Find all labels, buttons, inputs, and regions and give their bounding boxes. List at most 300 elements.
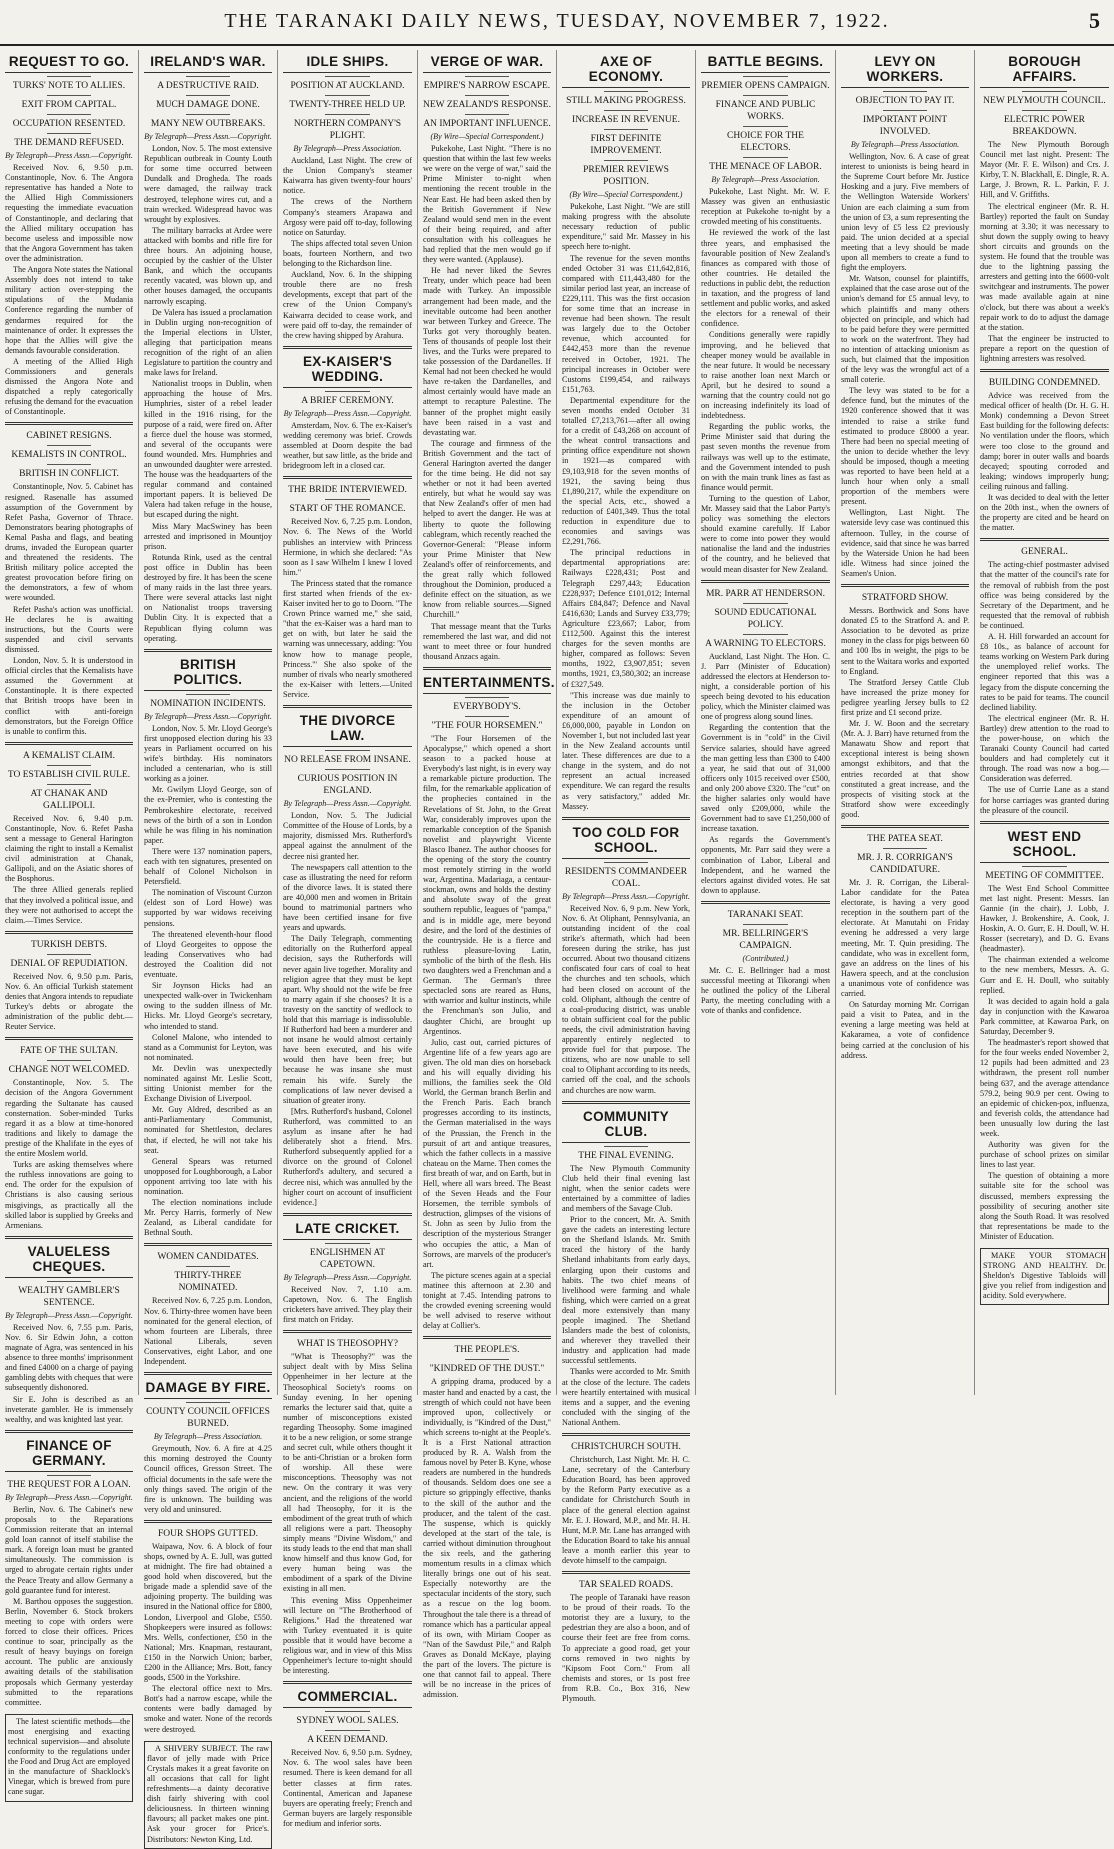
subhead-rule [325,95,370,96]
article [423,54,551,662]
article-subheading: STILL MAKING PROGRESS. [566,96,686,106]
section-divider [841,584,969,587]
article [562,1101,690,1428]
article-subheading: THE PATEA SEAT. [867,834,943,844]
article-paragraph: The picture scenes again at a special matinee this afternoon at 2.30 and tonight at 7.45. Intending patrons to the crowded evening screening would be well advised to reserve without delay at Collier's. [423,1270,551,1331]
article-paragraph: Greymouth, Nov. 6. A fire at 4.25 this morning destroyed the County Council offices, Gresson Street. The official documents in the safe were the only things saved. The origin of the fire is unknown. The building was very old and uninsured. [144,1444,272,1514]
section-divider [980,821,1109,824]
article [701,901,830,1017]
subhead-rule [186,694,231,695]
article-subheading: A WARNING TO ELECTORS. [705,638,826,649]
article-subheading: FINANCE AND PUBLIC WORKS. [715,100,816,122]
article-paragraph: Sir E. John is described as an inveterate gambler. He is immensely wealthy, and was knighted last year. [5,1394,133,1424]
article-subheading: A DESTRUCTIVE RAID. [157,81,259,91]
article-paragraph: This evening Miss Oppenheimer will lecture on "The Brotherhood of Religions." Had the threatened war with Turkey eventuated it is quite possible that it would have become a religious war, and in view of this Miss Oppenheimer's lecture to-night should be interesting. [283,1595,412,1676]
subhead-rule [47,784,92,785]
subhead-rule [47,445,92,446]
subhead-rule [47,76,92,77]
article-subheading: OBJECTION TO PAY IT. [855,96,955,106]
article-byline: By Telegraph—Press Assn.—Copyright. [144,711,272,721]
article-subheading: BRITISH IN CONFLICT. [19,469,119,480]
article-subheading: COUNTY COUNCIL OFFICES BURNED. [146,1407,270,1430]
subhead-rule [325,1730,370,1731]
article-subheading: BUILDING CONDEMNED. [988,378,1101,389]
section-divider [5,1236,133,1239]
article [562,1571,690,1704]
article-paragraph: Colonel Malone, who intended to stand as a Communist for Leyton, was not nominated. [144,1032,272,1062]
article-paragraph: The electrical engineer (Mr. R. H. Bartley) drew attention to the road to the power-house, on which the Taranaki County Council had carted boulders and had completely cut it through. The road was now a bog.—Consideration was deferred. [980,713,1109,784]
article-subheading: EVERYBODY'S. [453,701,521,712]
article-paragraph: The military barracks at Ardee were attacked with bombs and rifle fire for three hours. An adjoining house, occupied by the cashier of the Ulster Bank, and which the occupants recently vacated, was blown up, and other houses damaged, the occupants narrowly escaping. [144,225,272,306]
section-divider [701,580,830,583]
article-byline: By Telegraph—Press Assn.—Copyright. [283,408,412,418]
section-divider [283,1330,412,1333]
article [562,817,690,1096]
section-divider [980,369,1109,372]
article [283,54,412,341]
section-divider [5,1037,133,1040]
column-4 [418,50,557,1700]
article-paragraph: A meeting of the Allied High Commissioners and generals dismissed the Angora Note and dispatched a reply categorically refusing the demand for the evacuation of Constantinople. [5,356,133,417]
article-paragraph: Received Nov. 6, 7.25 p.m. London, Nov. 6. Thirty-three women have been nominated for the general election, of whom fourteen are Liberals, three National Liberals, seven Conservatives, eight Labor, and one Independent. [144,1296,272,1367]
article-subheading: "KINDRED OF THE DUST." [429,1364,545,1375]
subhead-rule [883,110,928,111]
article-paragraph: Advice was received from the medical officer of health (Dr. H. G. H. Monk) condemning a Devon Street East building for the following defects: No ventilation under the floors, which were too close to the ground and damp; borer in outer walls and boards decayed; spouting corroded and leaking; windows improperly hung; ceiling ruinous and falling. [980,391,1109,491]
article [5,1236,133,1425]
column-3 [278,50,418,1828]
article-subheading: CHOICE FOR THE ELECTORS. [727,131,804,153]
subhead-rule [465,95,510,96]
article-paragraph: Mr. Gwilym Lloyd George, son of the ex-Premier, who is contesting the Pembrokeshire electorate, received news of the birth of a son in London while he was filing in his nomination paper. [144,785,272,845]
advertisement [980,1248,1109,1305]
article-paragraph: Pukekohe, Last Night. "We are still making progress with the absolute necessary reduction of public expenditure," said Mr. Massey in his speech here to-night. [562,202,690,252]
section-divider [283,1213,412,1216]
article-subheading: EXIT FROM CAPITAL. [21,100,117,110]
article-subheading: FOUR SHOPS GUTTED. [157,1528,259,1539]
article-paragraph: The electrical engineer (Mr. R. H. Bartley) reported the fault on Sunday morning at 3.30; it was necessary to shut down the supply owing to heavy short circuits and grounds on the system. He found that the trouble was due to the lightning passing the arresters and getting into the 6600-volt switchgear and instruments. The power was made available again at nine o'clock, but there was about a week's repair work to do to adjust the damage at the station. [980,201,1109,332]
article-byline: By Telegraph—Press Association. [711,175,820,184]
article-subheading: SOUND EDUCATIONAL POLICY. [714,607,817,630]
article-paragraph: The question of obtaining a more suitable site for the school was discussed, members expressing the possibility of securing another site along the South Road. It was resolved that representations be made to the Minister of Education. [980,1171,1109,1241]
article-paragraph: Regarding the contention that the Government is in "cold" in the Civil Service salaries, should have agreed the man getting less than £300 to £400 a year, he said that out of 31,000 officers only 1015 received over £500, and only 200 above £320. The "cut" on the higher salaries only would have saved only £209,000, while the Government had to save £1,250,000 of increase taxation. [701,723,830,834]
article [562,54,690,812]
article-paragraph: Pukekohe, Last Night. "There is no question that within the last few weeks we were on the verge of war," said the Prime Minister to-night when mentioning the recent trouble in the Near East. He had been asked then by the British Government if New Zealand would send men in the event of their being required, and after consultation with his colleagues he had replied that the men would go if they were wanted. (Applause). [423,144,551,265]
article-subheading: THE BRIDE INTERVIEWED. [288,485,407,496]
article-paragraph: The ships affected total seven Union boats, fourteen Northern, and two belonging to the Richardson line. [283,238,412,269]
article-paragraph: The threatened eleventh-hour flood of Lloyd Georgeites to oppose the leading Conservatives who had destroyed the Coalition did not eventuate. [144,929,272,980]
article-paragraph: He had never liked the Sevres Treaty, under which peace had been made with Turkey. An impossible arrangement had been made, and the inevitable outcome had been another war between Turkey and Greece. The Turks got very thoroughly beaten. Tens of thousands of people lost their lives, and the Turks were prepared to take possession of the Dardanelles. If Kemal had not been checked he would have re-taken the Dardanelles, and almost certainly would have made an attempt to recapture Palestine. The banner of the prophet might easily have been raised in a vast and devastating war. [423,266,551,437]
article-subheading: OCCUPATION RESENTED. [12,119,126,129]
article-headline: COMMUNITY CLUB. [562,1109,690,1143]
article [5,931,133,1033]
article [283,1213,412,1325]
subhead-rule [604,160,649,161]
subhead-rule [743,603,788,604]
article-subheading: TAR SEALED ROADS. [579,1580,673,1591]
subhead-rule [743,95,788,96]
subhead-rule [47,954,92,955]
article-paragraph: Mr. Guy Aldred, described as an anti-Parliamentary Communist, nominated for Shettleston, declares that, if elected, he will not take his seat. [144,1105,272,1155]
section-divider [144,1243,272,1246]
article-paragraph: Regarding the public works, the Prime Minister said that during the past seven months the revenue from railways was well up to the estimate, and the Government intended to push on with the main trunk lines as fast as finance would permit. [701,422,830,492]
article-paragraph: The use of Currie Lane as a stand for horse carriages was granted during the pleasure of the council. [980,785,1109,815]
subhead-rule [465,716,510,717]
article-subheading: MEETING OF COMMITTEE. [985,870,1104,881]
article-headline: WEST END SCHOOL. [980,829,1109,863]
article-subheading: POSITION AT AUCKLAND. [290,81,405,91]
article-paragraph: The Angora Note states the National Assembly does not intend to take military action over-stepping the stipulations of the Mudania Conference regarding the number of gendarmes required for the maintenance of order. It expresses the hope that the Allies will give the demands favourable consideration. [5,265,133,355]
article-paragraph: The three Allied generals replied that they involved a political issue, and they were not authorised to accept the claim.—Times Service. [5,885,134,925]
article-paragraph: Authority was given for the purchase of school prizes on similar lines to last year. [980,1140,1109,1170]
article-subheading: TURKS' NOTE TO ALLIES. [12,81,126,91]
article-paragraph: The Daily Telegraph, commenting editorially on the Rutherford appeal decision, says the Rutherfords will never again live together. Morality and religion agree that they must be kept apart. Why should not the wife be free to marry again if she chooses? It is a travesty on the sanctity of wedlock to hold that this marriage is indissoluble. If Rutherford had been a murderer and not insane he would almost certainly have been executed, and his wife would then have been free; but because he was insane she must remain his wife. Surely the complications of law never devised a situation of greater irony. [283,934,412,1105]
article-subheading: SYDNEY WOOL SALES. [296,1716,399,1727]
article-subheading: THE MENACE OF LABOR. [709,162,822,172]
article-subheading: DENIAL OF REPUDIATION. [10,958,128,969]
subhead-rule [186,1266,231,1267]
subhead-rule [325,769,370,770]
article-subheading: TWENTY-THREE HELD UP. [289,100,406,110]
article-subheading: PREMIER OPENS CAMPAIGN. [701,81,830,91]
article-headline: FINANCE OF GERMANY. [5,1438,133,1472]
subhead-rule [325,750,370,751]
article-subheading: CHRISTCHURCH SOUTH. [571,1442,681,1453]
article-paragraph: The Stratford Jersey Cattle Club have increased the prize money for pedigree yearling Jersey bulls to £2 first prize and £1 second prize. [841,677,969,717]
section-divider [283,705,412,708]
subhead-rule [743,924,788,925]
article-paragraph: De Valera has issued a proclamation in Dublin urging non-recognition of the Imperial elections in Ulster, alleging that participation means recognition of the right of an alien Legislature to partition the country and make laws for Ireland. [144,307,273,378]
article [144,1520,272,1735]
article [423,667,555,1332]
article-subheading: CABINET RESIGNS. [26,431,112,442]
article-paragraph: The principal reductions in departmental appropriations are: Railways £228,431; Post and Telegraph £297,443; Education £228,937; Defence £101,012; Internal Affairs £84,847; Defence and Naval £416,630; Lands and Survey £33,779; Agriculture £23,667; Labor, from £112,500. Against this the interest charges for the seven months are higher, compared as follows: Seven months, 1922, £3,907,851; seven months, 1921, £3,580,302; an increase of £327,549. [562,548,690,689]
article-subheading: PREMIER REVIEWS POSITION. [583,165,669,187]
article [5,1430,133,1708]
article-paragraph: Received Nov. 6, 9.50 p.m. Sydney, Nov. 6. The wool sales have been resumed. There is keen demand for all better classes at firm rates. Continental, American and Japanese buyers are operating freely; French and German buyers are largely responsible for medium and inferior sorts. [283,1748,412,1828]
article-subheading: A KEEN DEMAND. [307,1735,388,1746]
section-divider [841,825,969,828]
subhead-rule [47,464,92,465]
column-2 [139,50,278,1844]
subhead-rule [325,1711,370,1712]
article [144,54,272,644]
article-subheading: THE FINAL EVENING. [578,1150,674,1161]
article-paragraph: Departmental expenditure for the seven months ended October 31 totalled £7,213,761—after all owing for a credit of £43,268 on account of the wheat control transactions and printing office expenditure not shown in 1921—as compared with £9,103,918 for the seven months of 1921, the saving being thus £1,890,217, while the expenditure on the special Acts, etc., showed a reduction of £401,349. Thus the total reduction in expenditure due to economies and savings was £2,291,766. [562,395,690,547]
article-headline: REQUEST TO GO. [5,54,133,73]
article-headline: EX-KAISER'S WEDDING. [283,354,412,388]
article [701,54,830,575]
article-paragraph: Mr. J. W. Boon and the secretary (Mr. A. J. Barr) have returned from the Manawatu Show and report that exceptional interest is being shown amongst exhibitors, and that the entries recorded at that show constituted a great increase, and the prospects of visiting stock at the Stratford show were exceedingly good. [841,719,969,819]
article-byline: (Contributed.) [742,953,789,963]
article-paragraph: The levy was stated to be for a defence fund, but the minutes of the 1920 conference showed that it was intended to raise a strike fund estimated to produce £8000 a year. There had been no special meeting of the union to decide whether the levy should be imposed, though a meeting was reported to have been held at a lunch hour when only a small proportion of the members were present. [841,386,969,507]
article [841,825,969,1061]
article-paragraph: Constantinople, Nov. 5. The decision of the Angora Government regarding the Sultanate has caused consternation. Sober-minded Turks regard it as a blow at time-honored traditions and likely to damage the prestige of the Khalifate in the eyes of the entire Moslem world. [5,1078,133,1159]
article [5,1037,133,1230]
article-paragraph: Constantinople, Nov. 5. Cabinet has resigned. Rasenalle has assumed assumption of the Government by Refet Pasha, Governor of Thrace. Demonstrators bearing photographs of Kemal Pasha and flags, and beating drums, invaded the European quarter and threatened the residents. The British military police accepted the greatest provocation before firing on the demonstrators, a few of whom were wounded. [5,482,133,603]
subhead-rule [465,76,510,77]
subhead-rule [47,1060,92,1061]
column-1 [0,50,139,1797]
article-subheading: AT CHANAK AND GALLIPOLI. [30,788,108,811]
subhead-rule [325,1243,370,1244]
article-paragraph: Received Nov. 6, 9 p.m. New York, Nov. 6. At Oliphant, Pennsylvania, an outstanding incident of the coal strike's aftermath, which had been foreseen during the strike, has just occurred. About two thousand citizens confiscated four cars of coal to heat the churches and ten schools, which had been closed on account of the cold. Oliphant, although the centre of a coal-producing district, was unable to obtain sufficient coal for the public needs, the civil administration having apparently entirely neglected to provide fuel for that purpose. The citizens, who are now unable to sell coal to Oliphant according to its needs, carried off the coal, and the schools and churches are now warm. [562,903,691,1095]
article-paragraph: "The Four Horsemen of the Apocalypse," which opened a short season to a packed house at Everybody's last night, is in every way a remarkable picture production. The film, for the remarkable application of the prophecies contained in the Revelations of St. John, to the Great War, considerably improves upon the remarkable conception of the Spanish novelist and playwright Vicente Blasco Ibanez. The author chooses for the opening of the story the country most remotely stirring in the world war, Argentina. Madariaga, a centaur-stockman, owns and holds the destiny and absolute sway of the great southern republic, leagues of "pampa," and is in middle age, mere beyond desire, and the lord of the destinies of the countryside. He is a fierce and ruthless pleasure-loving Latin, symbolic of the birth of the flesh. His two daughters wed a Frenchman and a German. The German's three spectacled sons are reared as Huns, with warrior and kultur instincts, while the Frenchman's son Julio, and daughter Chichi, are brought up Argentinos. [423,733,551,1036]
article-byline: By Telegraph—Press Assn.—Copyright. [283,1272,412,1282]
masthead [0,0,1114,46]
article-paragraph: Auckland, Last Night. The Hon. C. J. Parr (Minister of Education) addressed the electors at Henderson to-night, a considerable portion of his speech being devoted to his education policy, which the Minister claimed was one of progress along sound lines. [701,651,830,722]
article-subheading: NEW ZEALAND'S RESPONSE. [423,100,551,110]
article-paragraph: The chairman extended a welcome to the new members, Messrs. A. G. Gurr and E. H. Doull, who suitably replied. [980,955,1109,995]
article-paragraph: Miss Mary MacSwiney has been arrested and imprisoned in Mountjoy prison. [144,521,272,551]
article-subheading: KEMALISTS IN CONTROL. [11,450,127,461]
article-paragraph: M. Barthou opposes the suggestion. Berlin, November 6. Stock brokers meeting to cope with orders were forced to close their offices. Prices continue to soar, principally as the result of heavy buyings on foreign account. The public are anxiously awaiting details of the stabilisation proposals which Germany yesterday submitted to the reparations committee. [5,1596,133,1707]
section-divider [562,1571,690,1574]
article [841,54,969,579]
article-paragraph: London, Nov. 5. The Judicial Committee of the House of Lords, by a majority, dismissed Mrs. Rutherford's appeal against the annulment of the decree nisi granted her. [283,811,412,861]
section-divider [283,346,412,349]
article-paragraph: The acting-chief postmaster advised that the matter of the council's rate for the removal of rubbish from the post office was being considered by the Secretary of the Department, and he requested that the removal of rubbish be continued. [980,560,1109,630]
article-byline: By Telegraph—Press Assn.—Copyright. [562,891,690,901]
article-headline: COMMERCIAL. [283,1689,412,1708]
article-subheading: GENERAL. [1021,547,1068,558]
article-headline: IDLE SHIPS. [283,54,412,73]
article-paragraph: Received Nov. 6, 7.25 p.m. London, Nov. 6. The News of the World publishes an interview with Princess Hermione, in which she declared: "As soon as I saw Wilhelm I knew I loved him." [283,517,412,577]
subhead-rule [743,126,788,127]
article-paragraph: The New Plymouth Community Club held their final evening last night, when the senior cadets were entertained by a committee of ladies and members of the Savage Club. [562,1163,690,1213]
article-paragraph: Julio, cast out, carried pictures of Argentine life of a few years ago are given. The old man dies on horseback and his will equally dividing his millions, the families seek the Old World, the German branch Berlin and the French Paris. Each branch progresses according to its instincts, the German materialised in the ways of the Prussian, the French in the pursuit of art and antique treasures, which the father collects in a massive chateau on the Marne. Then comes the first breath of war, and on Earth, but in Hell, where all wars breed. The Beast of the Seven Heads and the Four Horsemen, the terrible symbols of destruction, glimpses of the visions of St. John as seen by Julio from the description of the mysterious Stranger who occupies the attic, a Man of Sorrows, are marvels of the producer's art. [423,1037,551,1269]
article-subheading: NEW PLYMOUTH COUNCIL. [983,96,1106,106]
article-byline: By Telegraph—Press Assn.—Copyright. [144,132,272,141]
article-subheading: NORTHERN COMPANY'S PLIGHT. [293,119,402,141]
article-byline: By Telegraph—Press Association. [153,1432,263,1442]
subhead-rule [325,391,370,392]
article-paragraph: Nationalist troops in Dublin, when approaching the house of Mrs. Humphries, sister of a rebel leader killed in the 1916 rising, for the purpose of a raid, were fired on. After a fierce duel the house was stormed, and several of the occupants were found wounded. Mrs. Humphries and an unwounded daughter were arrested. The house was the headquarters of the regular command and contained important papers. It is believed De Valera had taken refuge in the house, but escaped during the night. [144,379,272,520]
subhead-rule [47,1475,92,1476]
article [701,580,830,896]
subhead-rule [604,1146,649,1147]
article-subheading: NOMINATION INCIDENTS. [150,698,266,709]
subhead-rule [604,110,649,111]
article-subheading: STRATFORD SHOW. [861,593,949,604]
article-subheading: START OF THE ROMANCE. [289,504,406,515]
article-paragraph: Auckland, Last Night. The crew of the Union Company's steamer Kaiwarra has given twenty-four hours' notice. [283,156,412,196]
subhead-rule [883,848,928,849]
article-paragraph: Auckland, Nov. 6. In the shipping trouble there are no fresh developments, except that part of the crew of the Union Company's Kaiwarra decided to cease work, and were paid off to-day, the remainder of the crew having shipped by Arahura. [283,270,412,340]
article-subheading: MR. J. R. CORRIGAN'S CANDIDATURE. [857,853,953,875]
article-subheading: EMPIRE'S NARROW ESCAPE. [423,81,551,91]
article [423,1336,551,1700]
section-divider [283,1681,412,1684]
column-7 [836,50,975,1395]
article-paragraph: The newspapers call attention to the case as illustrating the need for reform of the divorce laws. It is stated there are 40,000 men and women in Britain bound to matrimonial partners who have been certified insane for five years and upwards. [283,862,412,933]
article-paragraph: On Saturday morning Mr. Corrigan paid a visit to Patea, and in the evening a large meeting was held at Kakaramea, a vote of confidence being carried at the conclusion of his address. [841,1000,969,1060]
subhead-rule [465,1359,510,1360]
article-paragraph: The election nominations include Mr. Percy Harris, formerly of New Zealand, as Liberal candidate for Bethnal South. [144,1198,272,1238]
article-subheading: A KEMALIST CLAIM. [23,750,115,761]
article-subheading: WHAT IS THEOSOPHY? [297,1339,398,1350]
article-headline: VALUELESS CHEQUES. [5,1244,133,1278]
article-subheading: MR. BELLRINGER'S CAMPAIGN. [722,928,809,951]
article-subheading: INCREASE IN REVENUE. [572,115,680,125]
article [144,1372,272,1515]
article-paragraph: The Princess stated that the romance first started when friends of the ex-Kaiser invited her to go to Doorn. "The Crown Prince warned me," she said, "that the ex-Kaiser was a hard man to get on with, but later he said the warning was unnecessary, adding: 'You know how to manage people, Princess.'" She also spoke of the number of rivals who nearly smothered the ex-Kaiser with letters.—United Service. [283,578,412,699]
article-paragraph: Conditions generally were rapidly improving, and he believed that cheaper money would be available in the near future. It would be necessary to raise another loan next March or April, but he desired to sound a warning that the country could not go on increasing indefinitely its load of indebtedness. [701,330,830,421]
article-paragraph: The electoral office next to Mrs. Bott's had a narrow escape, while the contents were badly damaged by smoke and water. None of the records were destroyed. [144,1684,272,1734]
section-divider [562,1433,690,1436]
section-divider [144,1520,272,1523]
article-headline: TOO COLD FOR SCHOOL. [562,825,690,859]
article-paragraph: Turning to the question of Labor, Mr. Massey said that the Labor Party's policy was something the electors should examine carefully. If Labor were to come into power they would nationalise the land and the industries of the country, and he believed that would mean disaster for New Zealand. [701,493,830,574]
section-divider [423,1336,551,1339]
article-byline: (By Wire—Special Correspondent.) [569,190,683,199]
article-byline: By Telegraph—Press Assn.—Copyright. [5,151,133,160]
article [283,1681,412,1829]
article-subheading: THE PEOPLE'S. [454,1345,520,1356]
article-subheading: TO ESTABLISH CIVIL RULE. [7,769,131,780]
article-paragraph: There were 137 nomination papers, each with ten signatures, presented on behalf of Colonel Nicholson in Petersfield. [144,846,272,887]
article-headline: DAMAGE BY FIRE. [144,1380,272,1399]
article-paragraph: Sir Joynson Hicks had an unexpected walk-over in Twickenham owing to the sudden illness of Mr. Hicks. Mr. Lloyd George's secretary, who intended to stand. [144,981,272,1031]
subhead-rule [604,91,649,92]
article-subheading: MR. PARR AT HENDERSON. [705,588,826,599]
subhead-rule [47,114,92,115]
article-paragraph: Berlin, Nov. 6. The Cabinet's new proposals to the Reparations Commission reiterate that an internal gold loan cannot of itself stabilise the mark. A foreign loan must be granted simultaneously. The commission is urged to abrogate certain rights under the Peace Treaty and allow Germany a gold guarantee fund for interest. [5,1504,133,1595]
article-byline: By Telegraph—Press Association. [293,144,402,153]
article-paragraph: "This increase was due mainly to the inclusion in the October expenditure of an amount of £6,000,000, payable in London on November 1, but not included last year in the New Zealand accounts until later. These differences are due to a change in the system, and do not represent an actual increased expenditure. We can regard the results as very satisfactory," added Mr. Massey. [562,690,690,811]
article-paragraph: General Spears was returned unopposed for Loughborough, a Labor opponent arriving too late with his nomination. [144,1156,272,1196]
article-paragraph: Received Nov. 6, 7.55 p.m. Paris, Nov. 6. Sir Edwin John, a cotton magnate of Agra, was sentenced in his absence to three months' imprisonment and fined £4000 on a charge of paying gambling debts with cheques that were subsequently dishonored. [5,1322,133,1393]
article-subheading: THE REQUEST FOR A LOAN. [7,1479,131,1490]
article-paragraph: [Mrs. Rutherford's husband, Colonel Rutherford, was committed to an asylum as insane after he had deliberately shot a friend. Mrs. Rutherford subsequently applied for a divorce on the ground of Colonel Rutherford's adultery, and secured a decree nisi, which was annulled by the higher court on account of insufficient evidence.] [283,1106,412,1207]
article-headline: BRITISH POLITICS. [144,657,272,691]
article-subheading: TURKISH DEBTS. [30,939,107,950]
article-headline: BATTLE BEGINS. [701,54,830,73]
article [283,346,412,472]
article-paragraph: The revenue for the seven months ended October 31 was £11,642,816, compared with £11,443,480 for the similar period last year, an increase of £229,111. This was the first occasion for some time that an increase in revenue had been shown. The result was largely due to the October revenue, which accounted for £442,453 more than the revenue received in October, 1921. The principal increases in October were Customs £199,454, and railways £151,763. [562,253,690,394]
article-paragraph: Received Nov. 6, 9.50 p.m. Paris, Nov. 6. An official Turkish statement denies that Angora intends to repudiate Turkey's debts or abrogate the administration of the public debt.—Reuter Service. [5,971,134,1032]
article-paragraph: Received Nov. 6, 9.40 p.m. Constantinople, Nov. 6. Refet Pasha sent a message to General Harington claiming the right to install a Kemalist civil administration at Chanak, Gallipoli, and on the Asiatic shores of the Bosphorus. [5,813,133,884]
article [5,742,133,926]
section-divider [144,1372,272,1375]
section-divider [5,422,133,425]
advertisement-text: A SHIVERY SUBJECT. The raw flavor of jelly made with Price Crystals makes it a great favorite on all occasions that call for light refreshments—a dainty decorative dish fairly shivering with cool deliciousness. In thirteen winning flavours; all packet makes one pint. Ask your grocer for Price's. Distributors: Newton King, Ltd. [147,1743,269,1844]
article-subheading: IMPORTANT POINT INVOLVED. [862,115,948,137]
article-paragraph: Thanks were accorded to Mr. Smith at the close of the lecture. The cadets were heartily entertained with musical items and a supper, and the evening concluded with the singing of the National Anthem. [562,1367,690,1427]
article-headline: BOROUGH AFFAIRS. [980,54,1109,88]
article-paragraph: Turks are asking themselves where the ruthless innovations are going to end. The order for the expulsion of Christians is also causing serious misgivings, as practically all the skilled labor is supplied by Greeks and Armenians. [5,1160,133,1230]
section-divider [144,649,272,652]
subhead-rule [465,697,510,698]
article-headline: AXE OF ECONOMY. [562,54,690,88]
article [5,54,133,417]
article-byline: By Telegraph—Press Assn.—Copyright. [5,1310,133,1320]
article-paragraph: Received Nov. 6, 9.50 p.m. Constantinople, Nov. 6. The Angora representative has handed a Note to the Allied High Commissioners requesting the immediate evacuation of Constantinople, and declaring that the Allied military occupation has become useless and impossible now that the Angora Government has taken over the administration. [5,163,133,263]
article [283,476,412,700]
article [144,649,272,1239]
article [5,422,133,736]
article-paragraph: That the engineer be instructed to prepare a report on the question of lightning arresters was resolved. [980,333,1109,363]
article-paragraph: The headmaster's report showed that for the four weeks ended November 2, 12 pupils had been admitted and 23 withdrawn, the present roll number being 637, and the average attendance 579.2, being 90.9 per cent. Owing to an epidemic of chicken-pox, influenza, and feverish colds, the attendance had been unusually low during the last week. [980,1038,1109,1138]
article-paragraph: The nomination of Viscount Curzon (eldest son of Lord Howe) was supported by war widows receiving pensions. [144,888,272,928]
article [980,821,1109,1242]
article-subheading: NO RELEASE FROM INSANE. [284,755,411,766]
article-paragraph: Mr. C. E. Bellringer had a most successful meeting at Tikorangi when he outlined the policy of the Liberal Party, the meeting concluding with a vote of thanks and confidence. [701,966,830,1016]
article-headline: ENTERTAINMENTS. [423,675,551,694]
section-divider [283,476,412,479]
article-paragraph: Waipawa, Nov. 6. A block of four shops, owned by A. E. Jull, was gutted at midnight. The fire had obtained a good hold when discovered, but the brigade made a splendid save of the adjoining property. The building was insured in the National office for £800, London, Liverpool and Globe, £550. Shopkeepers were insured as follows: Mrs. Wells, confectioner, £50 in the National; Mrs. Knapman, restaurant, £150 in the Norwich Union; barber, £200 in the Alliance; Mrs. Bott, fancy goods, £500 in the Yorkshire. [144,1541,272,1683]
article-subheading: ENGLISHMEN AT CAPETOWN. [309,1247,386,1270]
article-subheading: THIRTY-THREE NOMINATED. [174,1271,242,1294]
article-paragraph: The West End School Committee met last night. Present: Messrs. Ian Gannie (in the chair), J. Lobb, J. Hawker, J. Brokenshire, A. Cook, J. Hoskin, A. O. Gurr, E. H. Doull, W. H. Rosser (secretary), and D. G. Evans (headmaster). [980,883,1109,954]
article-paragraph: Wellington, Last Night. The waterside levy case was continued this afternoon. Tulley, in the course of evidence, said that since he was barred by the Waterside Union he had been idle. Witness had since joined the Seamen's Union. [841,508,969,578]
article-paragraph: Messrs. Borthwick and Sons have donated £5 to the Stratford A. and P. Association to be devoted as prize money in the class for pigs between 60 and 100 lbs in weight, the pigs to be sent to the Waitara works and exported to England. [841,606,969,676]
article-paragraph: London, Nov. 5. Mr. Lloyd George's first unopposed election during his 33 years in Parliament occurred on his wife's birthday. His nominators included a centenarian, who is still working as a joiner. [144,723,272,784]
article-subheading: CURIOUS POSITION IN ENGLAND. [297,774,398,797]
article-paragraph: The people of Taranaki have reason to be proud of their roads. To the motorist they are a luxury, to the pedestrian they are also a boon, and of course their feet are free from corns. To appreciate a good road, get your corns removed in two nights by "Kipsom Foot Corn." From all chemists and stores, or 1s post free from R.B. Co., Box 316, New Plymouth. [562,1593,690,1703]
page-number: 5 [1089,8,1100,33]
article-headline: LATE CRICKET. [283,1221,412,1240]
article-headline: THE DIVORCE LAW. [283,713,412,747]
article-subheading: FATE OF THE SULTAN. [20,1046,118,1057]
article-paragraph: Mr. Watson, counsel for plaintiffs, explained that the case arose out of the union's demand for £5 annual levy, to which plaintiffs and many others objected on principle, and which had to be paid before they were permitted to work on the waterfront. They had no intention of attacking unionism as such, but claimed that the imposition of the levy was the wrongful act of a small coterie. [841,274,969,385]
article [980,369,1109,533]
article-subheading: FIRST DEFINITE IMPROVEMENT. [590,134,662,156]
article-byline: By Telegraph—Press Association. [850,140,960,149]
subhead-rule [743,634,788,635]
subhead-rule [47,765,92,766]
column-5 [557,50,696,1703]
article-paragraph: Mr. J. R. Corrigan, the Liberal-Labor candidate for the Patea electorate, is having a very good reception in the southern part of the electorate. At Manutahi on Friday evening he addressed a very large meeting, Mr. T. Quin presiding. The candidate, who was in excellent form, gave an address on the lines of his Hawera speech, and at the conclusion a unanimous vote of confidence was carried. [841,878,969,999]
article-paragraph: Rotunda Rink, used as the central post office in Dublin has been destroyed by fire. It has been the scene of many raids in the last three years. There were several attacks last night on Nationalist troops traversing Dublin City. It is expected that a Republican flying column was operating. [144,552,272,643]
subhead-rule [465,114,510,115]
subhead-rule [186,1402,231,1403]
article-byline: By Telegraph—Press Assn.—Copyright. [5,1492,133,1502]
article-subheading: AN IMPORTANT INFLUENCE. [423,119,551,129]
article-headline: LEVY ON WORKERS. [841,54,969,88]
subhead-rule [186,95,231,96]
article-paragraph: London, Nov. 5. The most extensive Republican outbreak in County Louth for some time occurred between Dundalk and Drogheda. The roads were damaged, the railway track destroyed, telephone wires cut, and a train wrecked. Widespread havoc was wrought by explosives. [144,144,272,224]
advertisement [5,1714,133,1802]
article-subheading: THE DEMAND REFUSED. [14,138,124,148]
article-paragraph: Prior to the concert, Mr. A. Smith gave the cadets an interesting lecture on the Shetland Islands. Mr. Smith traced the history of the hardy Shetland inhabitants from early days, enlarging upon their customs and habits. The two chief means of livelihood were farming and whale fishing, which were carried on a great deal more extensively than many people imagined. The Shetland Islanders made the best of colonists, and wherever they travelled their industry and application had made successful settlements. [562,1215,690,1366]
article-paragraph: It was decided to deal with the letter on the 20th inst., when the owners of the property are cited and be heard on the matter. [980,493,1109,533]
advertisement-text: The latest scientific methods—the most energising and exacting technical supervision—and absolute conformity to the regulations under the Food and Drug Act are employed in the manufacture of Shacklock's Vinegar, which is brewed from pure cane sugar. [8,1716,130,1797]
column-6 [696,50,836,1395]
subhead-rule [47,133,92,134]
article-paragraph: Pukekohe, Last Night. Mr. W. F. Massey was given an enthusiastic reception at Pukekohe to-night by a crowded meeting of his constituents. [701,187,830,227]
subhead-rule [47,1281,92,1282]
subhead-rule [47,95,92,96]
subhead-rule [1022,110,1067,111]
article-paragraph: "What is Theosophy?" was the subject dealt with by Miss Selina Oppenheimer in her lecture at the Theosophical Society's rooms on Sunday evening. In her opening remarks the lecturer said that, quite a number of misconceptions existed regarding Theosophy. Some imagined it to be a new religion, or some strange and secret cult, while others thought it to be anti-Christian or a broken form of worship. All these were misconceptions. Theosophy was not new. On the contrary it was very ancient, and the religions of the world all had Theosophy, for it is the embodiment of the great truth of which all religions were a part. Theosophy simply means "Divine Wisdom," and its study leads to the end that man shall know himself and thus know God, for every human being was the embodiment of a spark of the Divine existing in all men. [283,1352,412,1594]
article-paragraph: Mr. Devlin was unexpectedly nominated against Mr. Leslie Scott, sitting Unionist member for the Exchange Division of Liverpool. [144,1063,272,1104]
subhead-rule [186,76,231,77]
article-subheading: WEALTHY GAMBLER'S SENTENCE. [18,1285,120,1308]
subhead-rule [325,499,370,500]
article-subheading: A BRIEF CEREMONY. [301,395,394,406]
article-paragraph: The New Plymouth Borough Council met last night. Present: The Mayor (Mr. F. E. Wilson) and Crs. J. Kirby, T. N. Blackhall, E. Dingle, R. A. Large, J. Brown, R. L. Parkin, F. J. Hill, and V. Griffiths. [980,140,1110,200]
advertisement [144,1741,272,1849]
article-subheading: TARANAKI SEAT. [727,909,804,920]
article-subheading: MUCH DAMAGE DONE. [156,100,260,110]
article-headline: IRELAND'S WAR. [144,54,272,73]
article-paragraph: Wellington, Nov. 6. A case of great interest to unionists is being heard in the Supreme Court before Mr. Justice Hosking and a jury. Five members of the Wellington Waterside Workers' Union are each claiming a sum from the union of £3, a sum representing the union levy of £5 less £2 previously paid. The union decided at a special meeting that a levy should be made upon all members to create a fund to fight the employers. [841,152,969,273]
article-paragraph: A. H. Hill forwarded an account for £8 10s., as balance of account for teams working on Western Park during the unemployed relief works. The engineer reported that this was a legacy from the dispute concerning the rates to be paid for teams. The council declined liability. [980,632,1109,712]
column-8 [975,50,1114,1395]
article-subheading: WOMEN CANDIDATES. [157,1252,259,1263]
subhead-rule [743,157,788,158]
subhead-rule [604,129,649,130]
